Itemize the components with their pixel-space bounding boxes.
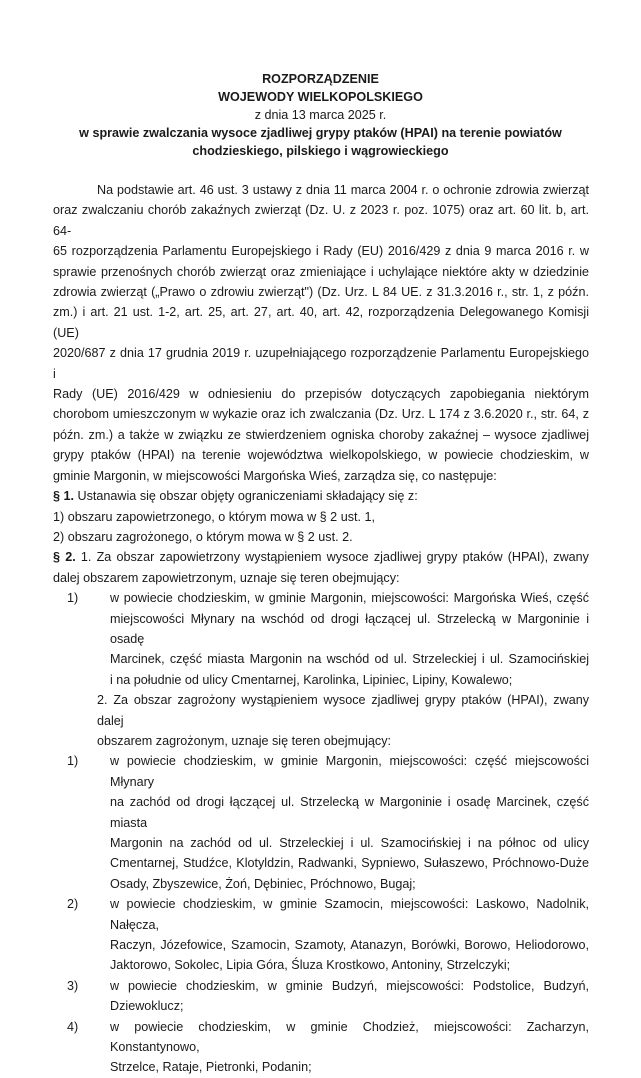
preamble-line: gminie Margonin, w miejscowości Margońska Wieś, zarządza się, co następuje: xyxy=(53,468,497,483)
list-item xyxy=(53,1017,589,1078)
section-2 xyxy=(53,547,589,1078)
list-item-line: Osady, Zbyszewice, Żoń, Dębiniec, Próchnowo, Bugaj; xyxy=(110,876,416,891)
preamble-line: oraz zwalczaniu chorób zakaźnych zwierząt (Dz. U. z 2023 r. poz. 1075) oraz art. 60 lit. b, art. 64- xyxy=(53,203,589,238)
list-item xyxy=(53,751,589,894)
section-2-label: § 2. xyxy=(53,550,76,565)
document-date: z dnia 13 marca 2025 r. xyxy=(254,108,387,122)
list-item xyxy=(53,976,589,1017)
section-2-para2-line: obszarem zagrożonym, uznaje się teren obejmujący: xyxy=(97,733,391,748)
list-item xyxy=(53,588,589,690)
list-item-line: w powiecie chodzieskim, w gminie Budzyń, miejscowości: Podstolice, Budzyń, xyxy=(110,978,589,993)
list-item-line: w powiecie chodzieskim, w gminie Margonin, miejscowości: Margońska Wieś, część xyxy=(110,591,589,606)
list-item-line: Dziewoklucz; xyxy=(110,999,184,1014)
list-item-line: Cmentarnej, Studźce, Klotyldzin, Radwanki, Sypniewo, Sułaszewo, Próchnowo-Duże xyxy=(110,856,589,871)
document-body xyxy=(53,180,589,1078)
list-item-line: i na południe od ulicy Cmentarnej, Karolinka, Lipiniec, Lipiny, Kowalewo; xyxy=(110,672,513,687)
list-item-line: Raczyn, Józefowice, Szamocin, Szamoty, Atanazyn, Borówki, Borowo, Heliodorowo, xyxy=(110,938,589,953)
document-title: ROZPORZĄDZENIE xyxy=(262,72,379,86)
preamble-line: zdrowia zwierząt („Prawo o zdrowiu zwierząt") (Dz. Urz. L 84 UE. z 31.3.2016 r., str. 1, z późn. xyxy=(53,285,589,300)
preamble-line: Rady (UE) 2016/429 w odniesieniu do przepisów dotyczących zapobiegania niektórym xyxy=(53,387,589,402)
section-2-para2-line: 2. Za obszar zagrożony wystąpieniem wysoce zjadliwej grypy ptaków (HPAI), zwany dalej xyxy=(97,693,589,728)
document-header xyxy=(40,70,601,160)
document-issuer: WOJEWODY WIELKOPOLSKIEGO xyxy=(218,90,423,104)
section-2-para1-line: 1. Za obszar zapowietrzony wystąpieniem wysoce zjadliwej grypy ptaków (HPAI), zwany xyxy=(75,550,589,565)
preamble-line: późn. zm.) a także w związku ze stwierdzeniem ogniska choroby zakaźnej – wysoce zjadliwej xyxy=(53,427,589,442)
preamble-line: 2020/687 z dnia 17 grudnia 2019 r. uzupełniającego rozporządzenie Parlamentu Europejskiego i xyxy=(53,346,589,381)
section-2-para1-line: dalej obszarem zapowietrzonym, uznaje się teren obejmujący: xyxy=(53,570,400,585)
section-1-point: 2) obszaru zagrożonego, o którym mowa w § 2 ust. 2. xyxy=(53,529,353,544)
list-item-number: 1) xyxy=(67,591,79,606)
list-item-line: Strzelce, Rataje, Pietronki, Podanin; xyxy=(110,1060,312,1075)
section-1-text: Ustanawia się obszar objęty ograniczeniami składający się z: xyxy=(74,489,418,504)
preamble-line: 65 rozporządzenia Parlamentu Europejskiego i Rady (EU) 2016/429 z dnia 9 marca 2016 r. w xyxy=(53,244,589,259)
preamble-line: Na podstawie art. 46 ust. 3 ustawy z dnia 11 marca 2004 r. o ochronie zdrowia zwierząt xyxy=(97,183,589,197)
document-subject-line-1: w sprawie zwalczania wysoce zjadliwej grypy ptaków (HPAI) na terenie powiatów xyxy=(79,126,562,140)
list-item-line: w powiecie chodzieskim, w gminie Margonin, miejscowości: część miejscowości Młynary xyxy=(110,754,589,789)
list-item-line: Jaktorowo, Sokolec, Lipia Góra, Śluza Krostkowo, Antoniny, Strzelczyki; xyxy=(110,958,511,973)
list-item-number: 4) xyxy=(67,1019,79,1034)
list-item-number: 1) xyxy=(67,754,79,769)
section-1-label: § 1. xyxy=(53,489,75,504)
preamble xyxy=(53,180,589,486)
list-item-line: Marcinek, część miasta Margonin na wschód od ul. Strzeleckiej i ul. Szamocińskiej xyxy=(110,652,589,667)
preamble-line: chorobom umieszczonym w wykazie oraz ich zwalczania (Dz. Urz. L 174 z 3.6.2020 r., str. 64, z xyxy=(53,407,589,422)
list-item-number: 2) xyxy=(67,897,79,912)
list-item-line: miejscowości Młynary na wschód od drogi łączącej ul. Strzelecką w Margoninie i osadę xyxy=(110,611,589,646)
preamble-line: zm.) i art. 21 ust. 1-2, art. 25, art. 27, art. 40, art. 42, rozporządzenia Delegowanego Komisji (UE) xyxy=(53,305,589,340)
list-item-number: 3) xyxy=(67,978,79,993)
list-item-line: Margonin na zachód od ul. Strzeleckiej i ul. Szamocińskiej i na północ od ulicy xyxy=(110,836,589,850)
list-item-line: w powiecie chodzieskim, w gminie Chodzież, miejscowości: Zacharzyn, Konstantynowo, xyxy=(110,1019,589,1055)
list-item xyxy=(53,894,589,976)
list-item-line: na zachód od drogi łączącej ul. Strzelecką w Margoninie i osadę Marcinek, część miasta xyxy=(110,795,589,830)
preamble-line: grypy ptaków (HPAI) na terenie województwa wielkopolskiego, w powiecie chodzieskim, w xyxy=(53,448,589,463)
preamble-line: sprawie przenośnych chorób zwierząt oraz zmieniające i uchylające niektóre akty w dziedzinie xyxy=(53,264,589,279)
document-subject-line-2: chodzieskiego, pilskiego i wągrowieckiego xyxy=(192,144,449,158)
section-1 xyxy=(53,486,589,547)
section-1-point: 1) obszaru zapowietrzonego, o którym mowa w § 2 ust. 1, xyxy=(53,509,375,524)
list-item-line: w powiecie chodzieskim, w gminie Szamocin, miejscowości: Laskowo, Nadolnik, Nałęcza, xyxy=(110,897,589,932)
